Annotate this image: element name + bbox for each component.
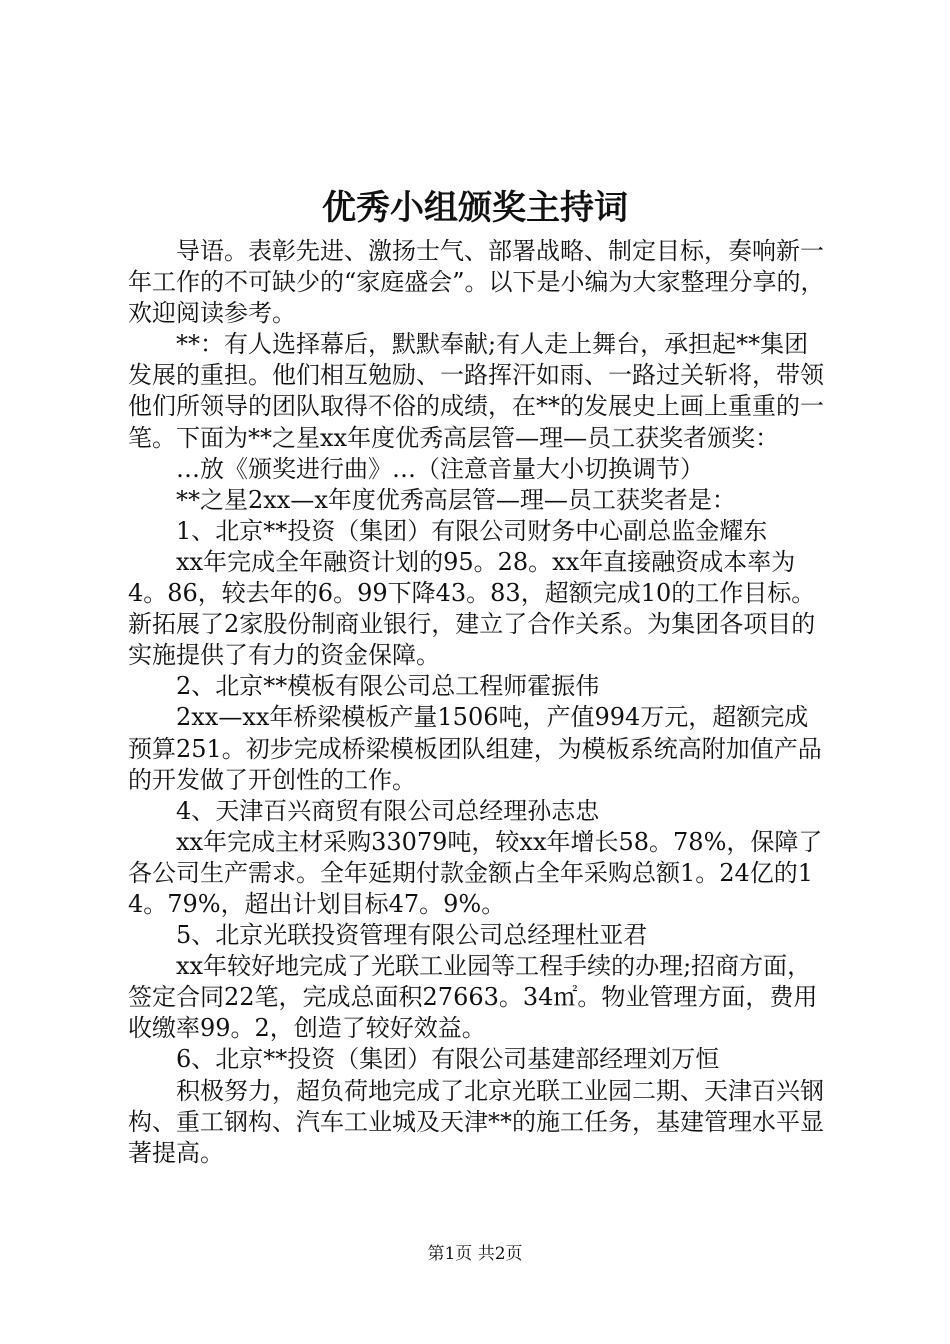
paragraph-music-note: …放《颁奖进行曲》…（注意音量大小切换调节）: [176, 454, 704, 483]
page-number: 第1页 共2页: [427, 1244, 523, 1264]
paragraph-intro: 导语。表彰先进、激扬士气、部署战略、制定目标，奏响新一年工作的不可缺少的“家庭盛会”。以下是小编为大家整理分享的，欢迎阅读参考。: [128, 237, 825, 328]
page-title: 优秀小组颁奖主持词: [322, 188, 628, 228]
document-body: [128, 236, 828, 1169]
winner-6-name: 6、北京**投资（集团）有限公司基建部经理刘万恒: [176, 1045, 720, 1074]
winner-2-name: 2、北京**模板有限公司总工程师霍振伟: [176, 672, 600, 701]
winner-4-name: 4、天津百兴商贸有限公司总经理孙志忠: [176, 796, 600, 825]
winner-6-description: 积极努力，超负荷地完成了北京光联工业园二期、天津百兴钢构、重工钢构、汽车工业城及天津**的施工任务，基建管理水平显著提高。: [128, 1076, 824, 1167]
winner-1-name: 1、北京**投资（集团）有限公司财务中心副总监金耀东: [176, 516, 768, 545]
paragraph-winners-heading: **之星2xx—x年度优秀高层管—理—员工获奖者是：: [176, 485, 736, 514]
winner-4-description: xx年完成主材采购33079吨，较xx年增长58。78%，保障了各公司生产需求。全年延期付款金额占全年采购总额1。24亿的14。79%，超出计划目标47。9%。: [128, 827, 823, 918]
winner-1-description: xx年完成全年融资计划的95。28。xx年直接融资成本率为4。86，较去年的6。99下降43。83，超额完成10的工作目标。新拓展了2家股份制商业银行，建立了合作关系。为集团各项目的实施提供了有力的资金保障。: [128, 547, 816, 670]
winner-2-description: 2xx—xx年桥梁模板产量1506吨，产值994万元，超额完成预算251。初步完成桥梁模板团队组建，为模板系统高附加值产品的开发做了开创性的工作。: [128, 703, 822, 794]
paragraph-host-opening: **：有人选择幕后，默默奉献;有人走上舞台，承担起**集团发展的重担。他们相互勉励、一路挥汗如雨、一路过关斩将，带领他们所领导的团队取得不俗的成绩，在**的发展史上画上重重的一笔。下面为**之星xx年度优秀高层管—理—员工获奖者颁奖：: [128, 330, 824, 452]
winner-5-name: 5、北京光联投资管理有限公司总经理杜亚君: [176, 921, 648, 950]
winner-5-description: xx年较好地完成了光联工业园等工程手续的办理;招商方面，签定合同22笔，完成总面积27663。34㎡。物业管理方面，费用收缴率99。2，创造了较好效益。: [128, 952, 818, 1043]
